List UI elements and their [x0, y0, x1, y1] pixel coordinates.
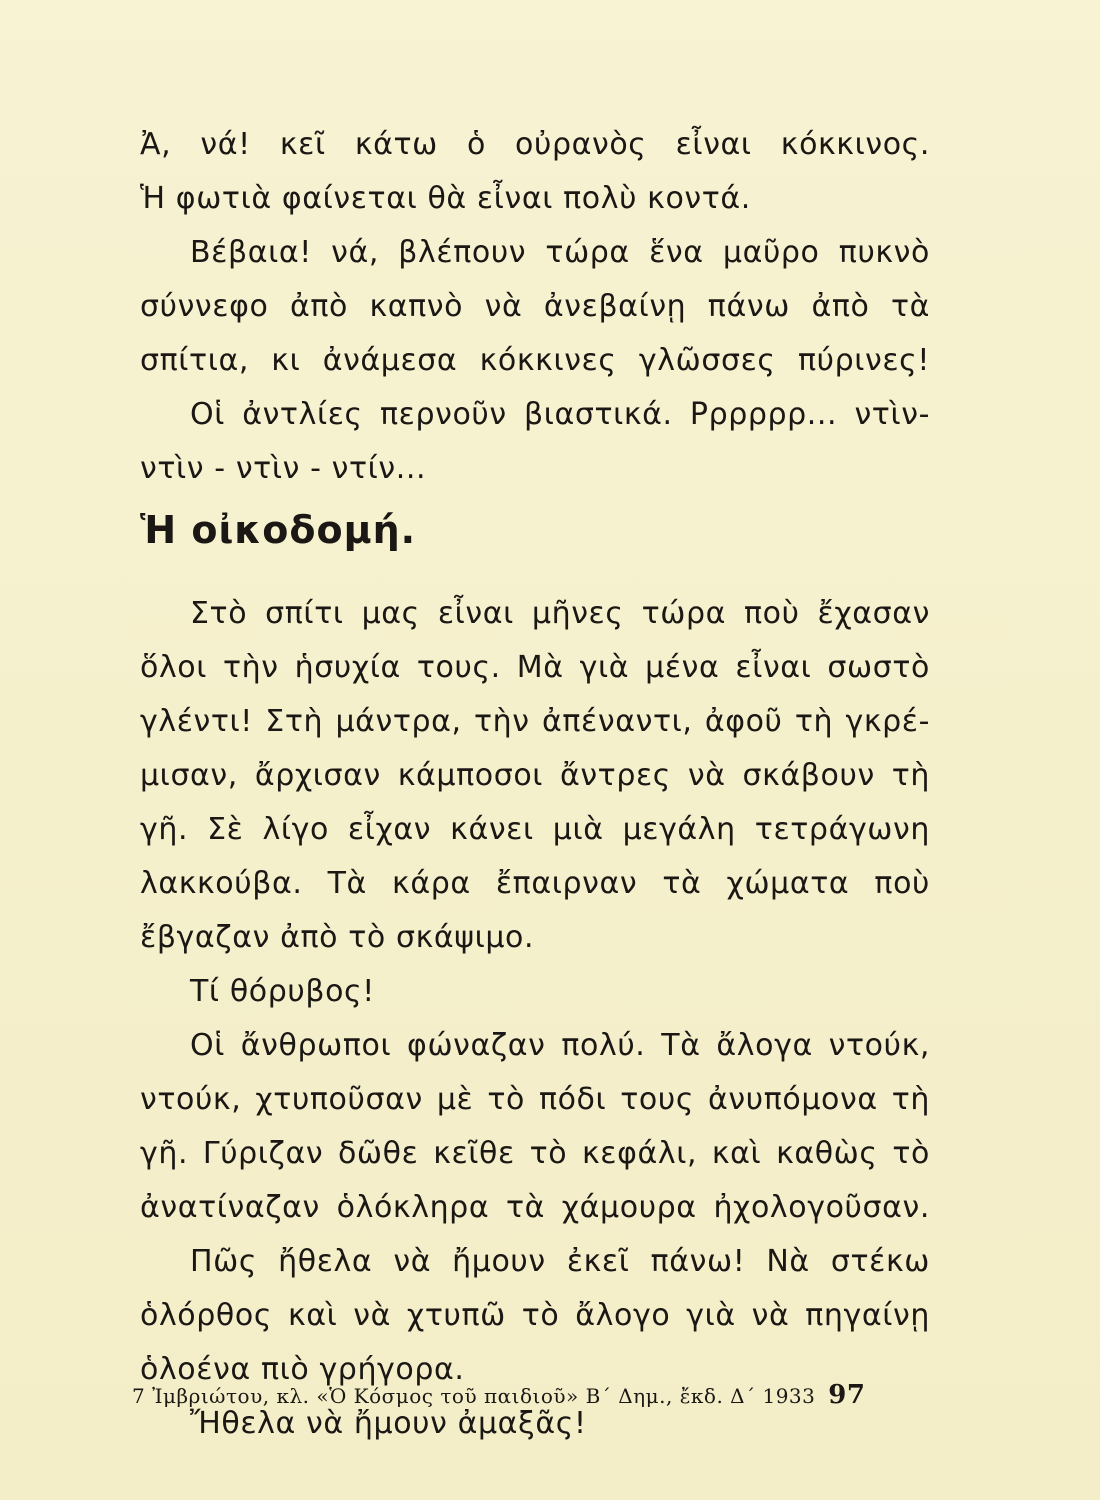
text-line: ἔβγαζαν ἀπὸ τὸ σκάψιμο.: [140, 920, 535, 955]
text-line: μισαν, ἄρχισαν κάμποσοι ἄντρες νὰ σκάβουν τὴ: [140, 758, 930, 793]
text-line: Στὸ σπίτι μας εἶναι μῆνες τώρα ποὺ ἔχασαν: [190, 596, 930, 631]
construction-passage: [140, 587, 930, 1451]
text-line: γλέντι! Στὴ μάντρα, τὴν ἀπέναντι, ἀφοῦ τὴ γκρέ-: [140, 704, 930, 739]
text-line: Οἱ ἄνθρωποι φώναζαν πολύ. Τὰ ἄλογα ντούκ,: [190, 1028, 930, 1063]
text-line: Ἡ φωτιὰ φαίνεται θὰ εἶναι πολὺ κοντά.: [140, 181, 751, 216]
text-line: ὁλόρθος καὶ νὰ χτυπῶ τὸ ἄλογο γιὰ νὰ πηγαίνῃ: [140, 1298, 930, 1333]
page-number: 97: [828, 1380, 866, 1410]
text-line: Βέβαια! νά, βλέπουν τώρα ἕνα μαῦρο πυκνὸ: [190, 235, 930, 270]
section-heading: Ἡ οἰκοδομή.: [140, 508, 417, 552]
footer-citation: 7 Ἰμβριώτου, κλ. «Ὁ Κόσμος τοῦ παιδιοῦ» Β΄ Δημ., ἔκδ. Δ΄ 1933: [132, 1384, 816, 1408]
text-line: γῆ. Σὲ λίγο εἶχαν κάνει μιὰ μεγάλη τετράγωνη: [140, 812, 930, 847]
text-line: ὁλοένα πιὸ γρήγορα.: [140, 1352, 465, 1387]
text-line: ντὶν - ντὶν - ντίν...: [140, 451, 427, 486]
text-line: σπίτια, κι ἀνάμεσα κόκκινες γλῶσσες πύρινες!: [140, 343, 930, 378]
text-line: ντούκ, χτυποῦσαν μὲ τὸ πόδι τους ἀνυπόμονα τὴ: [140, 1082, 930, 1117]
text-line: σύννεφο ἀπὸ καπνὸ νὰ ἀνεβαίνῃ πάνω ἀπὸ τὰ: [140, 289, 930, 324]
text-line: Ἤθελα νὰ ἤμουν ἀμαξᾶς!: [190, 1406, 587, 1441]
text-line: Ἀ, νά! κεῖ κάτω ὁ οὐρανὸς εἶναι κόκκινος.: [140, 127, 930, 162]
fire-passage: [140, 118, 930, 496]
text-line: Πῶς ἤθελα νὰ ἤμουν ἐκεῖ πάνω! Νὰ στέκω: [190, 1244, 930, 1279]
text-line: ἀνατίναζαν ὁλόκληρα τὰ χάμουρα ἠχολογοῦσαν.: [140, 1190, 930, 1225]
text-line: Τί θόρυβος!: [190, 974, 375, 1009]
text-line: ὅλοι τὴν ἡσυχία τους. Μὰ γιὰ μένα εἶναι σωστὸ: [140, 650, 930, 685]
text-line: Οἱ ἀντλίες περνοῦν βιαστικά. Ρρρρρρ... ντὶν-: [190, 397, 930, 432]
text-line: λακκούβα. Τὰ κάρα ἔπαιρναν τὰ χώματα ποὺ: [140, 866, 930, 901]
text-line: γῆ. Γύριζαν δῶθε κεῖθε τὸ κεφάλι, καὶ καθὼς τὸ: [140, 1136, 930, 1171]
page-footer: [132, 1380, 922, 1410]
